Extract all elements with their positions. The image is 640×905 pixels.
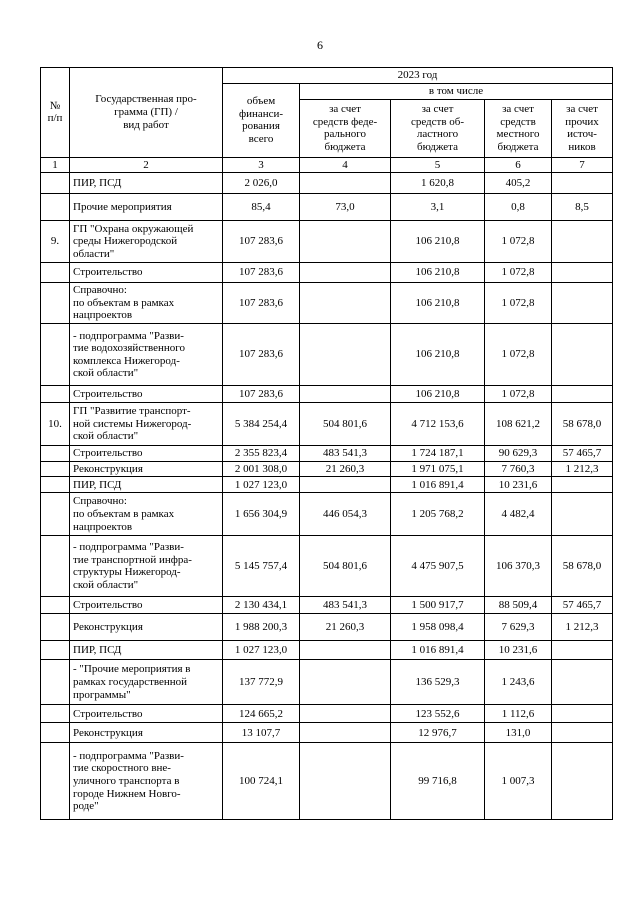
cell-name: Строительство bbox=[70, 386, 223, 403]
cell-name: Прочие мероприятия bbox=[70, 194, 223, 221]
col-number: 2 bbox=[70, 157, 223, 173]
cell-regional: 1 016 891,4 bbox=[391, 641, 485, 660]
cell-other: 58 678,0 bbox=[552, 536, 613, 597]
cell-name: ПИР, ПСД bbox=[70, 173, 223, 194]
cell-name: Строительство bbox=[70, 597, 223, 614]
cell-other bbox=[552, 493, 613, 536]
table-row bbox=[41, 614, 613, 641]
cell-regional: 136 529,3 bbox=[391, 660, 485, 705]
table-row bbox=[41, 221, 613, 263]
cell-regional: 3,1 bbox=[391, 194, 485, 221]
cell-regional: 106 210,8 bbox=[391, 263, 485, 283]
cell-total: 2 001 308,0 bbox=[223, 461, 300, 477]
cell-local: 0,8 bbox=[485, 194, 552, 221]
cell-total: 107 283,6 bbox=[223, 221, 300, 263]
cell-regional: 4 475 907,5 bbox=[391, 536, 485, 597]
cell-local: 4 482,4 bbox=[485, 493, 552, 536]
cell-federal bbox=[300, 743, 391, 820]
table-body bbox=[41, 173, 613, 820]
table-header bbox=[41, 68, 613, 173]
cell-num bbox=[41, 536, 70, 597]
cell-total: 124 665,2 bbox=[223, 705, 300, 723]
cell-local: 10 231,6 bbox=[485, 641, 552, 660]
cell-federal bbox=[300, 705, 391, 723]
table-row bbox=[41, 446, 613, 462]
cell-total: 107 283,6 bbox=[223, 263, 300, 283]
cell-federal: 483 541,3 bbox=[300, 446, 391, 462]
cell-regional: 1 958 098,4 bbox=[391, 614, 485, 641]
cell-federal: 21 260,3 bbox=[300, 614, 391, 641]
cell-num bbox=[41, 705, 70, 723]
cell-num bbox=[41, 194, 70, 221]
cell-name: Реконструкция bbox=[70, 461, 223, 477]
header-federal: за счет средств феде- рального бюджета bbox=[300, 99, 391, 157]
table-row bbox=[41, 173, 613, 194]
cell-local: 1 243,6 bbox=[485, 660, 552, 705]
cell-total: 5 145 757,4 bbox=[223, 536, 300, 597]
table-row bbox=[41, 477, 613, 493]
cell-local: 88 509,4 bbox=[485, 597, 552, 614]
cell-total: 107 283,6 bbox=[223, 324, 300, 386]
cell-total: 2 355 823,4 bbox=[223, 446, 300, 462]
table-row bbox=[41, 723, 613, 743]
cell-total: 107 283,6 bbox=[223, 283, 300, 324]
cell-regional: 1 620,8 bbox=[391, 173, 485, 194]
table-row bbox=[41, 386, 613, 403]
cell-local: 1 007,3 bbox=[485, 743, 552, 820]
table-row bbox=[41, 194, 613, 221]
cell-name: Реконструкция bbox=[70, 614, 223, 641]
cell-name: - подпрограмма "Разви- тие водохозяйственного комплекса Нижегород- ской области" bbox=[70, 324, 223, 386]
header-year: 2023 год bbox=[223, 68, 613, 84]
col-number: 4 bbox=[300, 157, 391, 173]
cell-num bbox=[41, 386, 70, 403]
cell-federal bbox=[300, 283, 391, 324]
cell-name: - подпрограмма "Разви- тие скоростного вне- уличного транспорта в городе Нижнем Новго- роде" bbox=[70, 743, 223, 820]
header-including: в том числе bbox=[300, 84, 613, 100]
cell-local: 90 629,3 bbox=[485, 446, 552, 462]
cell-name: Справочно: по объектам в рамках нацпроектов bbox=[70, 283, 223, 324]
cell-regional: 106 210,8 bbox=[391, 221, 485, 263]
cell-total: 85,4 bbox=[223, 194, 300, 221]
table-row bbox=[41, 263, 613, 283]
cell-name: ГП "Охрана окружающей среды Нижегородской области" bbox=[70, 221, 223, 263]
table-row bbox=[41, 743, 613, 820]
cell-local: 405,2 bbox=[485, 173, 552, 194]
cell-local: 1 072,8 bbox=[485, 221, 552, 263]
table-row bbox=[41, 660, 613, 705]
cell-federal bbox=[300, 386, 391, 403]
cell-local: 7 760,3 bbox=[485, 461, 552, 477]
cell-regional: 106 210,8 bbox=[391, 386, 485, 403]
cell-local: 7 629,3 bbox=[485, 614, 552, 641]
cell-total: 2 026,0 bbox=[223, 173, 300, 194]
cell-other: 8,5 bbox=[552, 194, 613, 221]
table-row bbox=[41, 403, 613, 446]
cell-other: 58 678,0 bbox=[552, 403, 613, 446]
cell-regional: 1 016 891,4 bbox=[391, 477, 485, 493]
cell-other bbox=[552, 173, 613, 194]
cell-local: 1 112,6 bbox=[485, 705, 552, 723]
cell-other bbox=[552, 221, 613, 263]
cell-name: Строительство bbox=[70, 446, 223, 462]
cell-num bbox=[41, 283, 70, 324]
cell-num bbox=[41, 446, 70, 462]
cell-total: 100 724,1 bbox=[223, 743, 300, 820]
cell-federal: 21 260,3 bbox=[300, 461, 391, 477]
header-program: Государственная про- грамма (ГП) / вид работ bbox=[70, 68, 223, 158]
cell-name: Справочно: по объектам в рамках нацпроектов bbox=[70, 493, 223, 536]
cell-local: 131,0 bbox=[485, 723, 552, 743]
cell-other bbox=[552, 660, 613, 705]
table-row bbox=[41, 493, 613, 536]
cell-total: 1 027 123,0 bbox=[223, 477, 300, 493]
table-row bbox=[41, 597, 613, 614]
col-number: 3 bbox=[223, 157, 300, 173]
table-row bbox=[41, 461, 613, 477]
cell-federal: 483 541,3 bbox=[300, 597, 391, 614]
cell-regional: 1 724 187,1 bbox=[391, 446, 485, 462]
cell-other bbox=[552, 743, 613, 820]
cell-name: Строительство bbox=[70, 263, 223, 283]
cell-num bbox=[41, 173, 70, 194]
cell-other: 57 465,7 bbox=[552, 597, 613, 614]
cell-federal bbox=[300, 221, 391, 263]
cell-federal: 446 054,3 bbox=[300, 493, 391, 536]
cell-name: Строительство bbox=[70, 705, 223, 723]
cell-total: 13 107,7 bbox=[223, 723, 300, 743]
table-row bbox=[41, 283, 613, 324]
cell-num bbox=[41, 493, 70, 536]
col-number: 5 bbox=[391, 157, 485, 173]
cell-num bbox=[41, 324, 70, 386]
cell-num bbox=[41, 641, 70, 660]
cell-num: 9. bbox=[41, 221, 70, 263]
cell-local: 1 072,8 bbox=[485, 386, 552, 403]
cell-federal bbox=[300, 641, 391, 660]
cell-regional: 99 716,8 bbox=[391, 743, 485, 820]
cell-federal bbox=[300, 477, 391, 493]
cell-total: 137 772,9 bbox=[223, 660, 300, 705]
cell-num bbox=[41, 477, 70, 493]
cell-num: 10. bbox=[41, 403, 70, 446]
cell-other bbox=[552, 641, 613, 660]
cell-num bbox=[41, 614, 70, 641]
col-number: 1 bbox=[41, 157, 70, 173]
cell-other: 1 212,3 bbox=[552, 614, 613, 641]
cell-num bbox=[41, 660, 70, 705]
table-row bbox=[41, 536, 613, 597]
cell-other: 57 465,7 bbox=[552, 446, 613, 462]
table-row bbox=[41, 705, 613, 723]
col-number: 7 bbox=[552, 157, 613, 173]
cell-total: 107 283,6 bbox=[223, 386, 300, 403]
cell-name: - "Прочие мероприятия в рамках государственной программы" bbox=[70, 660, 223, 705]
cell-num bbox=[41, 743, 70, 820]
cell-federal: 73,0 bbox=[300, 194, 391, 221]
cell-regional: 12 976,7 bbox=[391, 723, 485, 743]
table-row bbox=[41, 641, 613, 660]
cell-regional: 106 210,8 bbox=[391, 324, 485, 386]
cell-name: ПИР, ПСД bbox=[70, 477, 223, 493]
cell-name: Реконструкция bbox=[70, 723, 223, 743]
header-regional: за счет средств об- ластного бюджета bbox=[391, 99, 485, 157]
cell-regional: 123 552,6 bbox=[391, 705, 485, 723]
cell-total: 1 027 123,0 bbox=[223, 641, 300, 660]
cell-other: 1 212,3 bbox=[552, 461, 613, 477]
table-row bbox=[41, 324, 613, 386]
cell-local: 10 231,6 bbox=[485, 477, 552, 493]
cell-local: 1 072,8 bbox=[485, 263, 552, 283]
cell-local: 106 370,3 bbox=[485, 536, 552, 597]
cell-local: 1 072,8 bbox=[485, 324, 552, 386]
header-num: № п/п bbox=[41, 68, 70, 158]
cell-total: 1 656 304,9 bbox=[223, 493, 300, 536]
cell-total: 5 384 254,4 bbox=[223, 403, 300, 446]
cell-other bbox=[552, 723, 613, 743]
cell-other bbox=[552, 477, 613, 493]
financing-table bbox=[40, 67, 613, 820]
cell-total: 2 130 434,1 bbox=[223, 597, 300, 614]
cell-other bbox=[552, 263, 613, 283]
col-number: 6 bbox=[485, 157, 552, 173]
cell-num bbox=[41, 597, 70, 614]
cell-other bbox=[552, 283, 613, 324]
header-local: за счет средств местного бюджета bbox=[485, 99, 552, 157]
cell-num bbox=[41, 461, 70, 477]
cell-federal: 504 801,6 bbox=[300, 536, 391, 597]
cell-num bbox=[41, 723, 70, 743]
cell-federal: 504 801,6 bbox=[300, 403, 391, 446]
cell-other bbox=[552, 705, 613, 723]
cell-total: 1 988 200,3 bbox=[223, 614, 300, 641]
cell-regional: 106 210,8 bbox=[391, 283, 485, 324]
page-number: 6 bbox=[317, 38, 323, 52]
cell-num bbox=[41, 263, 70, 283]
cell-other bbox=[552, 386, 613, 403]
header-total: объем финанси- рования всего bbox=[223, 84, 300, 158]
column-numbers-row bbox=[41, 157, 613, 173]
cell-federal bbox=[300, 263, 391, 283]
cell-local: 1 072,8 bbox=[485, 283, 552, 324]
cell-federal bbox=[300, 173, 391, 194]
cell-federal bbox=[300, 324, 391, 386]
cell-federal bbox=[300, 723, 391, 743]
cell-regional: 4 712 153,6 bbox=[391, 403, 485, 446]
cell-name: - подпрограмма "Разви- тие транспортной инфра- структуры Нижегород- ской области" bbox=[70, 536, 223, 597]
cell-other bbox=[552, 324, 613, 386]
header-other: за счет прочих источ- ников bbox=[552, 99, 613, 157]
cell-regional: 1 971 075,1 bbox=[391, 461, 485, 477]
cell-name: ПИР, ПСД bbox=[70, 641, 223, 660]
cell-name: ГП "Развитие транспорт- ной системы Нижегород- ской области" bbox=[70, 403, 223, 446]
cell-local: 108 621,2 bbox=[485, 403, 552, 446]
cell-regional: 1 500 917,7 bbox=[391, 597, 485, 614]
cell-regional: 1 205 768,2 bbox=[391, 493, 485, 536]
cell-federal bbox=[300, 660, 391, 705]
